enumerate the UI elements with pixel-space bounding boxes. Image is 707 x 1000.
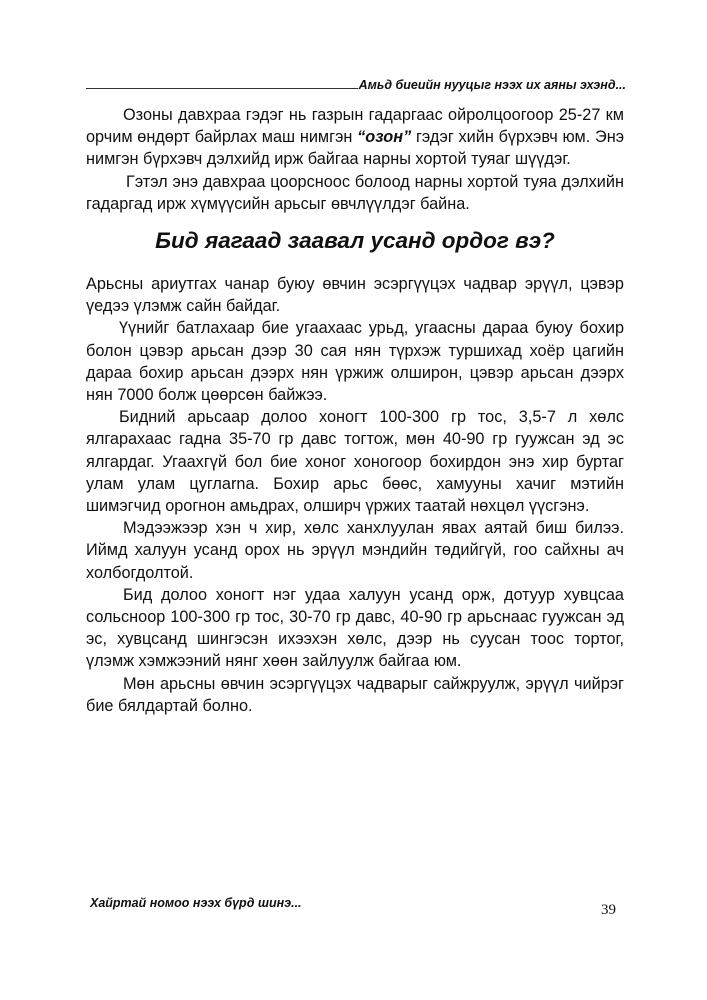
section-heading: Бид яагаад заавал усанд ордог вэ? — [155, 228, 555, 253]
section-paragraph-3: Бидний арьсаар долоо хоногт 100-300 гр тос, 3,5-7 л хөлс ялгарахаас гадна 35-70 гр давс тогтож, мөн 40-90 гр гуужсан эд эс ялгардаг. Угаахгүй бол бие хоног хоногоор бохирдон энэ хир буртаг улам улам цуглarna. Бохир арьс бөөс, хамууны хачиг мэтийн шимэгчид орогнон амьдрах, олширч үржих таатай нөхцөл үүсгэнэ. — [86, 408, 624, 516]
running-footer-title: Хайртай номоо нээх бүрд шинэ... — [90, 896, 302, 910]
section-paragraph-5: Бид долоо хоногт нэг удаа халуун усанд орж, дотуур хувцсаа сольсноор 100-300 гр тос, 30-70 гр давс, 40-90 гр арьснаас гуужсан эд эс, хувцсанд шингэсэн ихээхэн хөлс, дээр нь суусан тоос тортог, үлэмж хэмжээний нянг хөөн зайлуулж байгаа юм. — [86, 585, 624, 671]
ozone-term: “озон” — [357, 128, 412, 147]
section-paragraph-6: Мөн арьсны өвчин эсэргүүцэх чадварыг сайжруулж, эрүүл чийрэг бие бялдартай болно. — [86, 674, 624, 715]
intro-paragraph-2: Гэтэл энэ давхраа цоорсноос болоод нарны хортой туяа дэлхийн гадаргад ирж хүмүүсийн арьсыг өвчлүүлдэг байна. — [86, 172, 624, 213]
section-paragraph-2: Үүнийг батлахаар бие угаахаас урьд, угаасны дараа буюу бохир болон цэвэр арьсан дээр 30 сая нян түрхэж туршихад хоёр цагийн дараа бохир арьсан дээрх нян үржиж олширон, цэвэр арьсан дээрх нян 7000 болж цөөрсөн байжээ. — [86, 319, 624, 405]
running-header — [86, 74, 626, 94]
page-number: 39 — [601, 902, 616, 918]
header-rule — [86, 88, 358, 89]
intro-paragraph-1 — [86, 104, 624, 171]
section-paragraph-1: Арьсны ариутгах чанар буюу өвчин эсэргүүцэх чадвар эрүүл, цэвэр үедээ үлэмж сайн байдаг. — [86, 275, 624, 316]
intro-paragraph-1-start: Озоны давхраа гэдэг нь газрын гадаргаас ойролцоогоор 25-27 км орчим өндөрт байрлах маш нимгэн — [86, 106, 624, 147]
running-header-title: Амьд биеийн нууцыг нээх их аяны эхэнд... — [358, 78, 626, 92]
intro-block — [86, 104, 624, 215]
section-body — [86, 273, 624, 717]
intro-paragraph-1-end: гэдэг хийн бүрхэвч юм. Энэ нимгэн бүрхэвч дэлхийд ирж байгаа нарны хортой туяаг шүүдэг. — [86, 128, 624, 169]
section-paragraph-4: Мэдээжээр хэн ч хир, хөлс ханхлуулан явах аятай биш билээ. Иймд халуун усанд орох нь эрүүл мэндийн төдийгүй, гоо сайхны ач холбогдолтой. — [86, 519, 624, 582]
